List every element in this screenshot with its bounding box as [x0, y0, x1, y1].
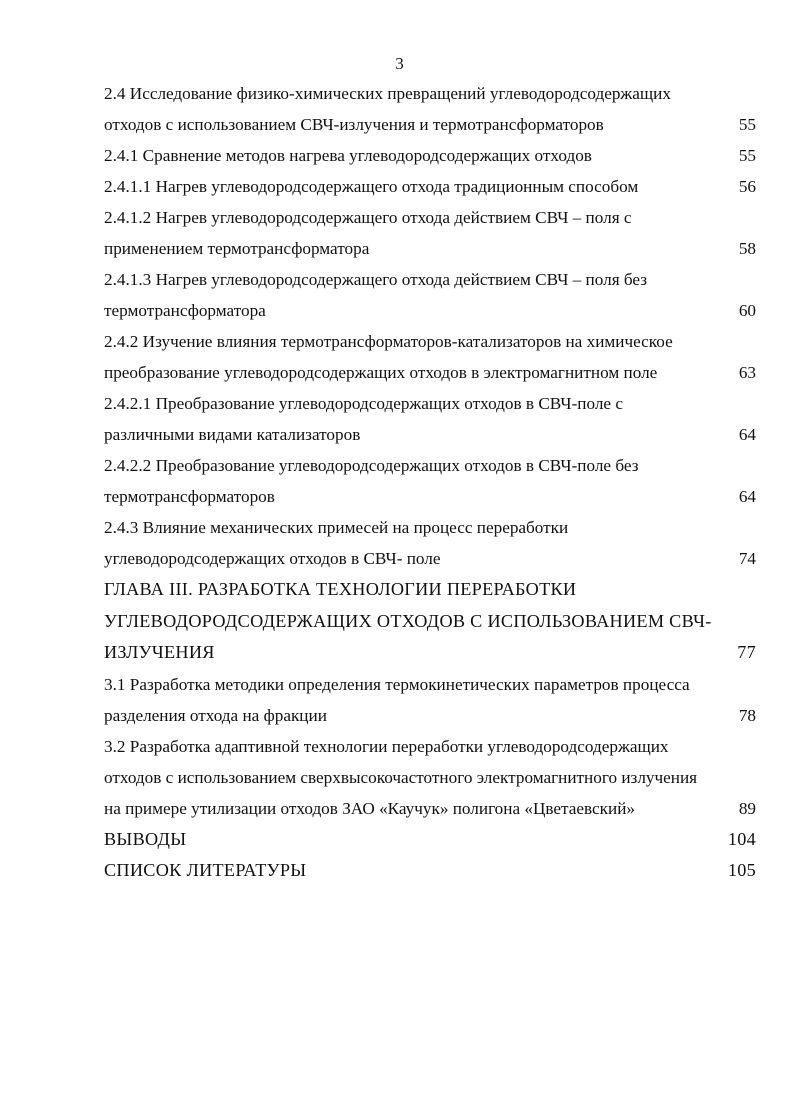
toc-entry-page: 63: [738, 363, 756, 382]
toc-entry-text: 2.4.2.2 Преобразование углеводородсодержащих отходов в СВЧ-поле без: [104, 456, 639, 475]
toc-entry-text: различными видами катализаторов: [104, 425, 361, 444]
toc-entry-text: ИЗЛУЧЕНИЯ: [104, 642, 215, 662]
toc-entry-page: 74: [738, 549, 756, 568]
toc-entry: [104, 419, 756, 450]
toc-entry: [104, 637, 756, 669]
toc-entry: [104, 450, 756, 481]
toc-entry-text: термотрансформаторов: [104, 487, 275, 506]
toc-entry-text: углеводородсодержащих отходов в СВЧ- поле: [104, 549, 441, 568]
toc-entry-page: 77: [737, 642, 756, 662]
toc-entry-text: отходов с использованием сверхвысокочастотного электромагнитного излучения: [104, 767, 698, 787]
toc-entry-text: 2.4.1.1 Нагрев углеводородсодержащего отхода традиционным способом: [104, 177, 639, 196]
toc-entry: [104, 606, 756, 638]
toc-entry-text: 2.4.1.2 Нагрев углеводородсодержащего отхода действием СВЧ – поля с: [104, 208, 632, 227]
toc-entry: [104, 512, 756, 543]
toc-entry-text: 2.4.1 Сравнение методов нагрева углеводородсодержащих отходов: [104, 146, 592, 165]
toc-entry: [104, 202, 756, 233]
toc-entry: [104, 793, 756, 824]
toc-entry-text: разделения отхода на фракции: [104, 705, 327, 725]
toc-entry-text: преобразование углеводородсодержащих отходов в электромагнитном поле: [104, 363, 658, 382]
toc-entry: [104, 855, 756, 887]
toc-entry-text: 3.2 Разработка адаптивной технологии переработки углеводородсодержащих: [104, 736, 669, 756]
toc-entry-text: отходов с использованием СВЧ-излучения и термотрансформаторов: [104, 115, 604, 134]
toc-entry-text: 2.4.1.3 Нагрев углеводородсодержащего отхода действием СВЧ – поля без: [104, 270, 648, 289]
page-number: 3: [395, 54, 404, 73]
toc-entry-page: 58: [738, 239, 756, 258]
table-of-contents: [104, 78, 756, 887]
toc-entry-page: 56: [738, 177, 756, 196]
toc-entry-page: 60: [738, 301, 756, 320]
toc-entry: [104, 295, 756, 326]
toc-entry-text: 2.4.3 Влияние механических примесей на процесс переработки: [104, 518, 569, 537]
toc-entry-text: на примере утилизации отходов ЗАО «Каучук» полигона «Цветаевский»: [104, 798, 636, 818]
toc-entry-text: ВЫВОДЫ: [104, 828, 187, 849]
toc-entry-text: УГЛЕВОДОРОДСОДЕРЖАЩИХ ОТХОДОВ С ИСПОЛЬЗОВАНИЕМ СВЧ-: [104, 610, 712, 631]
toc-entry-page: 104: [727, 828, 756, 849]
toc-entry: [104, 264, 756, 295]
toc-entry: [104, 731, 756, 762]
toc-entry-text: ГЛАВА III. РАЗРАБОТКА ТЕХНОЛОГИИ ПЕРЕРАБОТКИ: [104, 579, 577, 599]
toc-entry-text: 3.1 Разработка методики определения термокинетических параметров процесса: [104, 674, 690, 694]
toc-entry: [104, 762, 756, 793]
toc-entry-text: СПИСОК ЛИТЕРАТУРЫ: [104, 860, 307, 880]
toc-entry-text: 2.4.2 Изучение влияния термотрансформаторов-катализаторов на химическое: [104, 332, 673, 351]
toc-entry-text: термотрансформатора: [104, 301, 266, 320]
toc-entry: [104, 357, 756, 388]
toc-entry: [104, 388, 756, 419]
toc-entry-page: 55: [738, 146, 756, 165]
toc-entry: [104, 481, 756, 512]
toc-entry-page: 89: [738, 798, 756, 818]
toc-entry-page: 78: [738, 705, 756, 725]
toc-entry: [104, 543, 756, 574]
toc-entry: [104, 233, 756, 264]
toc-entry-page: 55: [738, 115, 756, 134]
toc-entry: [104, 326, 756, 357]
toc-entry: [104, 824, 756, 856]
toc-entry: [104, 78, 756, 109]
toc-entry-page: 105: [727, 860, 756, 880]
toc-entry-text: 2.4 Исследование физико-химических превращений углеводородсодержащих: [104, 84, 671, 103]
toc-entry-text: применением термотрансформатора: [104, 239, 370, 258]
toc-entry: [104, 669, 756, 700]
toc-entry-page: 64: [738, 425, 756, 444]
toc-entry: [104, 140, 756, 171]
toc-entry-page: 64: [738, 487, 756, 506]
toc-entry: [104, 700, 756, 731]
toc-entry-text: 2.4.2.1 Преобразование углеводородсодержащих отходов в СВЧ-поле с: [104, 394, 623, 413]
toc-entry: [104, 171, 756, 202]
toc-entry: [104, 574, 756, 606]
toc-entry: [104, 109, 756, 140]
